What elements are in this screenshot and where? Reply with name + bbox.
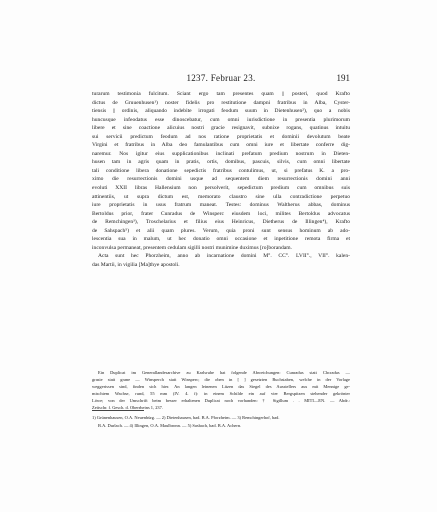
text-line: Bertoldus prior, frater Cunradus de Winsperc eiusdem loci, milites Bertoldus advocatus <box>92 210 350 217</box>
text-line: Acta sunt hec Phorzheim, anno ab incarnatione domini M°. CC°. LVII°., VII°. kalen- <box>98 253 350 260</box>
text-line: husen tam in agris quam in pratis, ortis, domibus, pascuis, silvis, cum omni libertate <box>92 159 350 166</box>
footnote-line: 1) Grünenhausen, O.A. Neuenbürg. — 2) Dietenhausen, bad. B.A. Pforzheim. — 3) Remchingerhof, bad. <box>92 415 280 420</box>
text-line: evoluti XXII libras Hallensium non persolverit, sepedictum predium cum omnibus suis <box>92 185 350 192</box>
text-line: de Sahspach⁵) et alii quam plures. Verum, quia proni sunt sensus hominum ab ado- <box>92 227 350 234</box>
page-number: 191 <box>336 73 350 83</box>
note-line: Zeitschr. f. Gesch. d. Oberrheins 1, 237. <box>92 404 163 410</box>
text-line: lescentia sua in malum, ut hec donatio omni occasione et inpetitione remota firma et <box>92 236 350 243</box>
footnote-divider <box>92 410 144 411</box>
text-line: naremur. Nos igitur eius supplicationibus inclinati prefatum predium nostrum in Dieten- <box>92 150 350 157</box>
text-line: dictus de Gruuenhusen¹) noster fidelis pro restitutione dampni fratribus in Alba, Cyster- <box>92 99 350 106</box>
text-line: attinentiis, ut supra dictum est, memorato claustro sine ulla contradictione perpetuo <box>92 193 350 200</box>
text-line: iure proprietatis in usus fratrum maneat. Testes: dominus Waltherus abbas, dominus <box>92 202 350 209</box>
text-line: ximo die resurrectionis domini usque ad sequentem diem resurrectionis domini anni <box>92 176 350 183</box>
text-line: sui servicii predictum feodum ad nos ratione proprietatis et dominii devolutum beate <box>92 133 350 140</box>
note-line: grasie statt grane — Winsperch statt Winsperc; die oben in [ ] gesetzten Buchstaben, welche in der Vorlage <box>92 376 350 382</box>
charter-text <box>92 90 350 269</box>
running-header <box>92 72 350 84</box>
note-line: Ein Duplicat im Generallandesarchive zu Karlsruhe hat folgende Abweichungen: Cunradus statt Chcradus — <box>98 370 350 375</box>
text-line: de Remchingen³), Troschelarius et filius eius Heinricus, Dietherus de Illingen⁴), Krafto <box>92 219 350 226</box>
text-line: Virgini et fratribus in Alba deo famulantibus cum omni iure et libertate conferre dig- <box>92 142 350 149</box>
text-line: das Martii, in vigilia [Ma]thye apostoli. <box>92 261 180 268</box>
text-line: huncusque infeodatus esse dinoscebatur, cum omni iurisdictione in presentia plurimorum <box>92 116 350 123</box>
note-line: Löwe; von der Umschrift beim besser erhaltenen Duplicat noch vorhanden: † Sigillum . . MITI—EN. — Abdr.: <box>92 397 350 403</box>
text-line: turarum testimonia fulcitum. Sciant ergo tam presentes quam || posteri, quod Krafto <box>92 91 350 97</box>
text-line: tiensis || ordinis, aliquando indebite irrogati feodum suum in Dietenhusen²), quo a nobis <box>92 108 350 115</box>
text-line: inconvulsa permaneat, presentem cedulam sigilli nostri munimine duximus [ro]borandam. <box>92 244 292 251</box>
header-date: 1237. Februar 23. <box>186 73 256 83</box>
footnotes <box>92 414 350 429</box>
note-line: weggerissen sind, finden sich hier. An langen leinenen Litzen das Siegel des Ausstellers aus mit Mennige ge- <box>92 383 350 389</box>
footnote-line: B.A. Durlach. — 4) Illingen, O.A. Maulbronn. — 5) Sasbach, bad. B.A. Achern. <box>98 422 242 428</box>
note-line: mischtem Wachse, rund, 55 mm (IV. 4. f): in einem Schilde ein auf vier Bergspitzen stehender gekrönter <box>92 390 350 396</box>
text-line: tali conditione libera donatione sepedictis fratribus contulimus, ut, si prefatus K. a pro- <box>92 167 350 174</box>
text-line: libere et sine coactione alicuius nostri gracie resignavit, subnixe rogans, quatinus intuitu <box>92 125 350 132</box>
editorial-note <box>92 370 350 411</box>
